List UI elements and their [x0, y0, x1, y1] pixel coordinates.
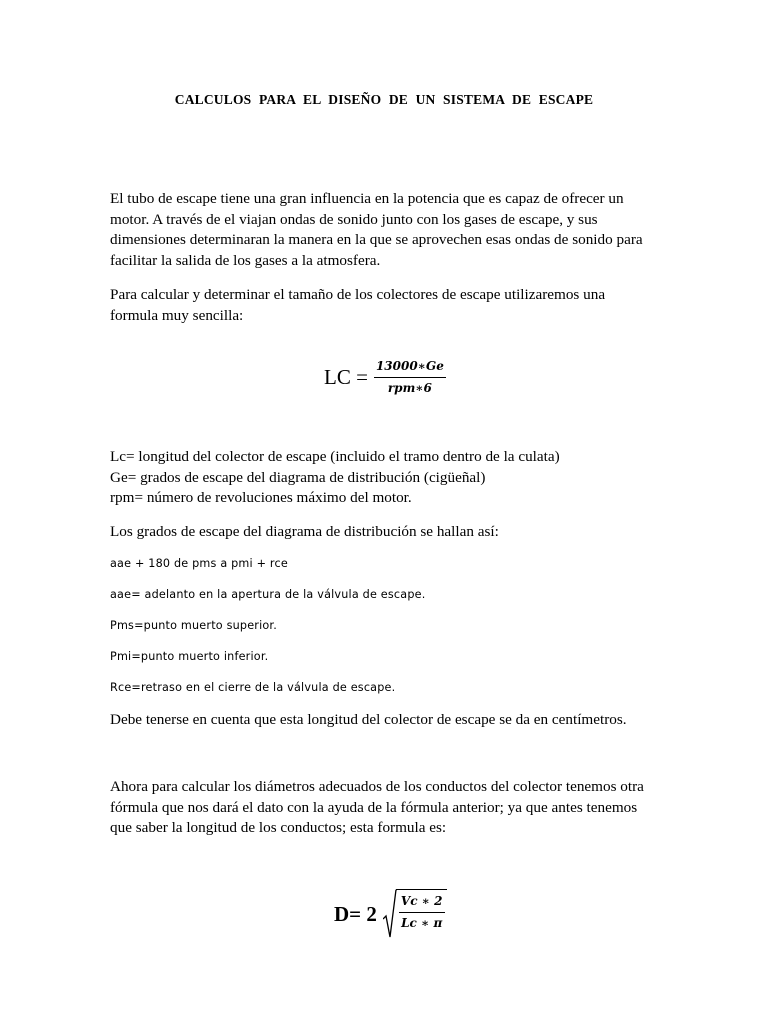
definition-pmi: Pmi=punto muerto inferior.: [110, 650, 269, 663]
note-centimeters-text: Debe tenerse en cuenta que esta longitud del colector de escape se da en centímetros.: [110, 711, 627, 728]
radicand: [397, 889, 447, 939]
formula-d-lhs: D= 2: [334, 901, 377, 926]
calc-line: formula muy sencilla:: [110, 306, 244, 324]
note-centimeters: [110, 710, 670, 731]
calc-paragraph: [110, 285, 670, 326]
formula-lc: [324, 358, 446, 397]
formula-lc-lhs: LC =: [324, 365, 368, 390]
intro-line: dimensiones determinaran la manera en la que se aprovechen esas ondas de sonido para: [110, 231, 643, 249]
formula-lc-numerator: 13000∗Ge: [375, 359, 444, 373]
formula-grados: aae + 180 de pms a pmi + rce: [110, 557, 288, 570]
page-title: CALCULOS PARA EL DISEÑO DE UN SISTEMA DE ESCAPE: [174, 92, 594, 107]
definition-rce: Rce=retraso en el cierre de la válvula de escape.: [110, 681, 396, 694]
definition-rpm: rpm= número de revoluciones máximo del motor.: [110, 489, 412, 507]
formula-lc-denominator: rpm∗6: [387, 381, 432, 396]
formula-lc-fraction: [374, 358, 446, 397]
definition-lc: Lc= longitud del colector de escape (incluido el tramo dentro de la culata): [110, 448, 560, 465]
square-root: [383, 889, 447, 939]
diametros-line: fórmula que nos dará el dato con la ayuda de la fórmula anterior; ya que antes tenemos: [110, 798, 638, 816]
formula-d-fraction: [399, 893, 445, 932]
formula-d-numerator: Vc ∗ 2: [400, 894, 443, 908]
diametros-line: Ahora para calcular los diámetros adecuados de los conductos del colector tenemos otra: [110, 778, 644, 795]
formula-d-denominator: Lc ∗ π: [401, 916, 443, 931]
definition-pms: Pms=punto muerto superior.: [110, 619, 277, 632]
diametros-paragraph: [110, 777, 670, 839]
intro-line: El tubo de escape tiene una gran influencia en la potencia que es capaz de ofrecer un: [110, 190, 624, 207]
grados-intro-text: Los grados de escape del diagrama de distribución se hallan así:: [110, 523, 499, 540]
definition-aae: aae= adelanto en la apertura de la válvula de escape.: [110, 588, 426, 601]
intro-paragraph: [110, 189, 670, 272]
radical-sign-icon: [383, 889, 397, 939]
grados-intro: [110, 522, 670, 543]
diametros-line: que saber la longitud de los conductos; esta formula es:: [110, 819, 447, 837]
definition-ge: Ge= grados de escape del diagrama de distribución (cigüeñal): [110, 468, 486, 486]
formula-d: [334, 889, 447, 939]
intro-line: motor. A través de el viajan ondas de sonido junto con los gases de escape, y sus: [110, 210, 598, 228]
calc-line: Para calcular y determinar el tamaño de los colectores de escape utilizaremos una: [110, 286, 606, 303]
definitions-list: [110, 447, 670, 509]
intro-line: facilitar la salida de los gases a la atmosfera.: [110, 252, 381, 270]
